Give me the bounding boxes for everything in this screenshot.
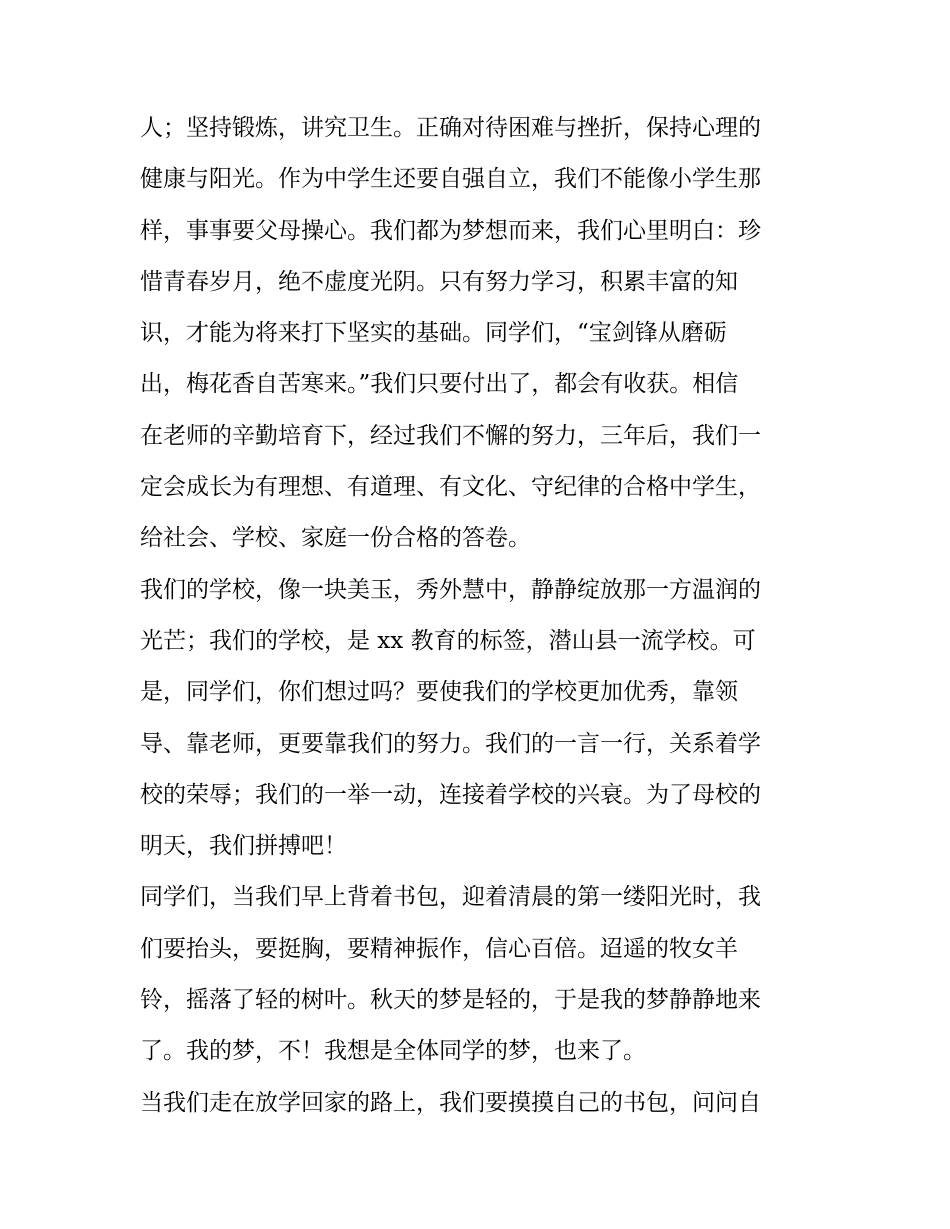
body-text	[140, 103, 820, 1129]
text-line: 识，才能为将来打下坚实的基础。同学们，“宝剑锋从磨砺	[140, 320, 727, 347]
text-line: 人；坚持锻炼，讲究卫生。正确对待困难与挫折，保持心理的	[140, 115, 761, 141]
text-line: 光芒；我们的学校，是 xx 教育的标签，潜山县一流学校。可	[140, 627, 756, 654]
text-line: 明天，我们拼搏吧！	[140, 833, 347, 860]
text-line: 在老师的辛勤培育下，经过我们不懈的努力，三年后，我们一	[140, 422, 761, 449]
text-line: 铃，摇落了轻的树叶。秋天的梦是轻的，于是我的梦静静地来	[140, 987, 761, 1014]
text-line: 是，同学们，你们想过吗？要使我们的学校更加优秀，靠领	[140, 679, 738, 706]
text-line: 了。我的梦，不！我想是全体同学的梦，也来了。	[140, 1038, 646, 1065]
text-line: 当我们走在放学回家的路上，我们要摸摸自己的书包，问问自	[140, 1089, 761, 1116]
text-line: 健康与阳光。作为中学生还要自强自立，我们不能像小学生那	[140, 166, 761, 193]
text-line: 我们的学校，像一块美玉，秀外慧中，静静绽放那一方温润的	[140, 576, 761, 603]
text-line: 同学们，当我们早上背着书包，迎着清晨的第一缕阳光时，我	[140, 884, 761, 911]
text-line: 惜青春岁月，绝不虚度光阴。只有努力学习，积累丰富的知	[140, 268, 738, 295]
text-line: 出，梅花香自苦寒来。”我们只要付出了，都会有收获。相信	[140, 371, 739, 398]
text-line: 校的荣辱；我们的一举一动，连接着学校的兴衰。为了母校的	[140, 781, 761, 808]
text-line: 给社会、学校、家庭一份合格的答卷。	[140, 525, 531, 552]
text-line: 导、靠老师，更要靠我们的努力。我们的一言一行，关系着学	[140, 730, 761, 757]
text-line: 定会成长为有理想、有道理、有文化、守纪律的合格中学生，	[140, 474, 761, 501]
text-line: 样，事事要父母操心。我们都为梦想而来，我们心里明白：珍	[140, 217, 761, 244]
text-line: 们要抬头，要挺胸，要精神振作，信心百倍。迢遥的牧女羊	[140, 935, 738, 962]
